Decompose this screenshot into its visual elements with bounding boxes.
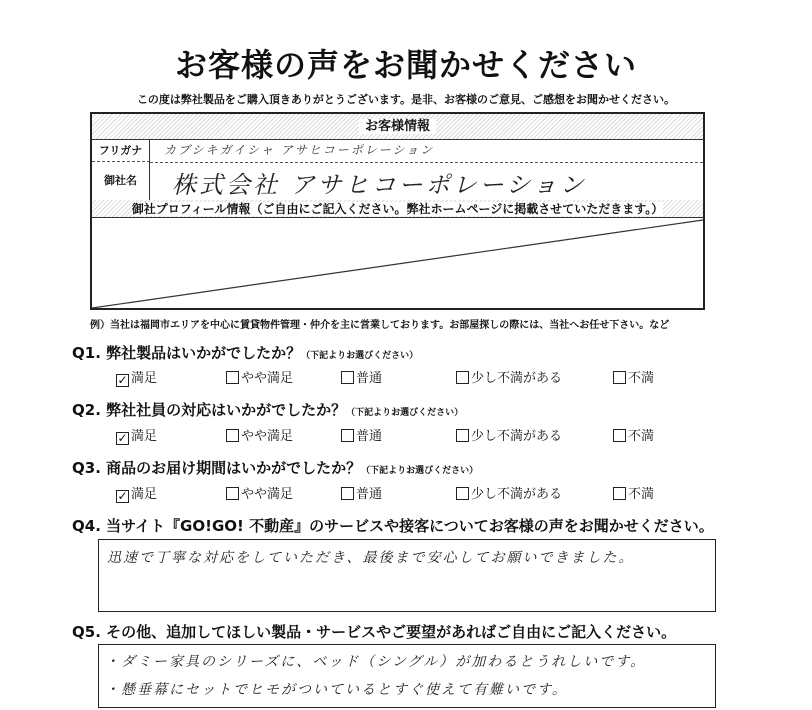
q2-option-somewhat-dissatisfied[interactable]	[456, 425, 562, 444]
q3-option-label: 少し不満がある	[471, 487, 563, 502]
checkbox-checked-icon[interactable]: ✓	[117, 373, 128, 387]
q2-option-neutral[interactable]	[341, 425, 382, 444]
q3-option-label: 満足	[131, 487, 158, 502]
furigana-label: フリガナ	[92, 140, 150, 162]
checkbox-icon[interactable]	[341, 487, 354, 500]
checkbox-icon[interactable]	[613, 371, 626, 384]
profile-text-area[interactable]	[92, 218, 703, 310]
q2-option-label: やや満足	[241, 429, 294, 444]
q3-option-satisfied[interactable]	[116, 483, 157, 503]
question-3-label	[72, 457, 478, 478]
q2-option-label: 満足	[131, 429, 158, 444]
q3-option-label: やや満足	[241, 487, 294, 502]
profile-example-note: 例）当社は福岡市エリアを中心に賃貸物件管理・仲介を主に営業しております。お部屋探しの際には、当社へお任せ下さい。など	[90, 320, 670, 331]
form-title: お客様の声をお聞かせください	[174, 46, 637, 84]
q2-option-label: 不満	[628, 429, 655, 444]
q1-option-label: やや満足	[241, 371, 294, 386]
q2-option-somewhat-satisfied[interactable]	[226, 425, 293, 444]
checkbox-icon[interactable]	[613, 429, 626, 442]
q1-option-somewhat-satisfied[interactable]	[226, 367, 293, 386]
checkbox-icon[interactable]	[341, 429, 354, 442]
q2-option-label: 普通	[356, 429, 383, 444]
checkbox-icon[interactable]	[613, 487, 626, 500]
q1-option-label: 不満	[628, 371, 655, 386]
q3-option-dissatisfied[interactable]	[613, 483, 654, 502]
question-5-label: Q5. その他、追加してほしい製品・サービスやご要望があればご自由にご記入ください。	[72, 623, 677, 641]
customer-info-header-label: お客様情報	[359, 119, 436, 134]
question-1-hint: （下記よりお選びください）	[301, 351, 419, 361]
q1-option-label: 満足	[131, 371, 158, 386]
q2-option-dissatisfied[interactable]	[613, 425, 654, 444]
checkbox-icon[interactable]	[226, 429, 239, 442]
q2-option-label: 少し不満がある	[471, 429, 563, 444]
question-3-text: Q3. 商品のお届け期間はいかがでしたか？	[72, 459, 362, 477]
checkbox-icon[interactable]	[226, 487, 239, 500]
question-2-hint: （下記よりお選びください）	[346, 408, 464, 418]
checkbox-checked-icon[interactable]: ✓	[117, 489, 128, 503]
q3-option-label: 普通	[356, 487, 383, 502]
q1-option-neutral[interactable]	[341, 367, 382, 386]
checkbox-icon[interactable]	[226, 371, 239, 384]
checkbox-icon[interactable]	[341, 371, 354, 384]
furigana-field[interactable]: カブシキガイシャ アサヒコーポレーション	[164, 143, 435, 157]
question-5-answer-line-1: ・ダミー家具のシリーズに、ベッド（シングル）が加わるとうれしいです。	[105, 654, 647, 670]
customer-info-box	[90, 112, 705, 310]
company-name-field[interactable]: 株式会社 アサヒコーポレーション	[172, 171, 587, 199]
q3-option-label: 不満	[628, 487, 655, 502]
question-1-label	[72, 342, 418, 363]
q3-option-neutral[interactable]	[341, 483, 382, 502]
checkbox-icon[interactable]	[456, 429, 469, 442]
question-2-label	[72, 399, 463, 420]
question-4-answer-box[interactable]	[98, 539, 716, 612]
strike-through-line	[92, 218, 703, 310]
q3-option-somewhat-dissatisfied[interactable]	[456, 483, 562, 502]
question-1-text: Q1. 弊社製品はいかがでしたか？	[72, 344, 302, 362]
q1-option-dissatisfied[interactable]	[613, 367, 654, 386]
furigana-divider	[150, 162, 703, 163]
question-3-hint: （下記よりお選びください）	[361, 466, 479, 476]
checkbox-icon[interactable]	[456, 371, 469, 384]
checkbox-checked-icon[interactable]: ✓	[117, 431, 128, 445]
company-name-label: 御社名	[92, 162, 150, 200]
profile-header-label: 御社プロフィール情報（ご自由にご記入ください。弊社ホームページに掲載させていただきます。）	[131, 202, 664, 216]
question-4-label: Q4. 当サイト『GO!GO! 不動産』のサービスや接客についてお客様の声をお聞かせください。	[72, 517, 714, 535]
form-subtitle: この度は弊社製品をご購入頂きありがとうございます。是非、お客様のご意見、ご感想をお聞かせください。	[136, 93, 676, 106]
profile-header	[92, 200, 703, 218]
q3-option-somewhat-satisfied[interactable]	[226, 483, 293, 502]
q2-option-satisfied[interactable]	[116, 425, 157, 445]
q1-option-label: 普通	[356, 371, 383, 386]
q1-option-satisfied[interactable]	[116, 367, 157, 387]
checkbox-icon[interactable]	[456, 487, 469, 500]
question-4-answer: 迅速で丁寧な対応をしていただき、最後まで安心してお願いできました。	[107, 550, 635, 566]
customer-info-header	[92, 114, 703, 140]
q1-option-somewhat-dissatisfied[interactable]	[456, 367, 562, 386]
question-2-text: Q2. 弊社社員の対応はいかがでしたか？	[72, 401, 347, 419]
question-5-answer-line-2: ・懸垂幕にセットでヒモがついているとすぐ使えて有難いです。	[105, 682, 568, 698]
question-5-answer-box[interactable]	[98, 644, 716, 708]
q1-option-label: 少し不満がある	[471, 371, 563, 386]
